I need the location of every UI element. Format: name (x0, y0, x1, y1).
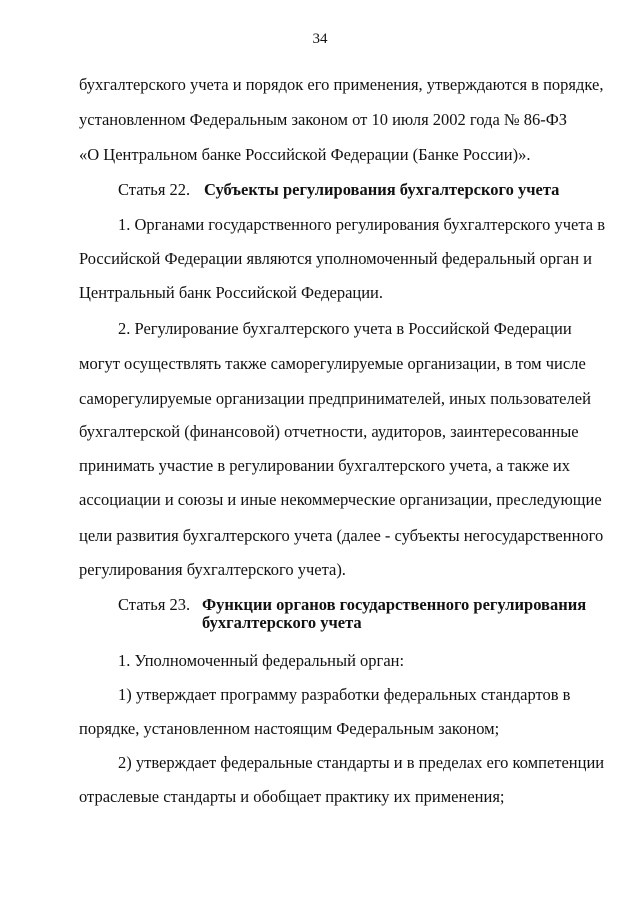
text-line: порядке, установленном настоящим Федеральным законом; (79, 719, 500, 738)
text-line: «О Центральном банке Российской Федерации (Банке России)». (79, 145, 531, 164)
text-line: бухгалтерского учета и порядок его применения, утверждаются в порядке, (79, 75, 604, 94)
text-line: цели развития бухгалтерского учета (далее - субъекты негосударственного (79, 526, 604, 545)
text-line: 1. Органами государственного регулирования бухгалтерского учета в (118, 215, 606, 234)
article-22-number: Статья 22. (118, 180, 191, 199)
text-line: регулирования бухгалтерского учета). (79, 560, 346, 579)
text-line: 2. Регулирование бухгалтерского учета в Российской Федерации (118, 319, 572, 338)
text-line: 1) утверждает программу разработки федеральных стандартов в (118, 685, 571, 704)
text-line: могут осуществлять также саморегулируемые организации, в том числе (79, 354, 586, 373)
text-line: Российской Федерации являются уполномоченный федеральный орган и (79, 249, 592, 268)
text-line: бухгалтерской (финансовой) отчетности, аудиторов, заинтересованные (79, 422, 579, 441)
page-number: 34 (312, 31, 328, 47)
text-line: установленном Федеральным законом от 10 июля 2002 года № 86-ФЗ (79, 110, 568, 129)
text-line: 2) утверждает федеральные стандарты и в пределах его компетенции (118, 753, 605, 772)
article-23-title: Функции органов государственного регулирования (202, 595, 587, 614)
text-line: Центральный банк Российской Федерации. (79, 283, 384, 302)
article-22-title: Субъекты регулирования бухгалтерского учета (204, 180, 560, 199)
text-line: ассоциации и союзы и иные некоммерческие организации, преследующие (79, 490, 602, 509)
article-23-number: Статья 23. (118, 595, 191, 614)
text-line: 1. Уполномоченный федеральный орган: (118, 651, 405, 670)
article-23-title-continued: бухгалтерского учета (202, 613, 362, 632)
text-line: принимать участие в регулировании бухгалтерского учета, а также их (79, 456, 570, 475)
text-line: отраслевые стандарты и обобщает практику их применения; (79, 787, 505, 806)
text-line: саморегулируемые организации предпринимателей, иных пользователей (79, 389, 591, 408)
